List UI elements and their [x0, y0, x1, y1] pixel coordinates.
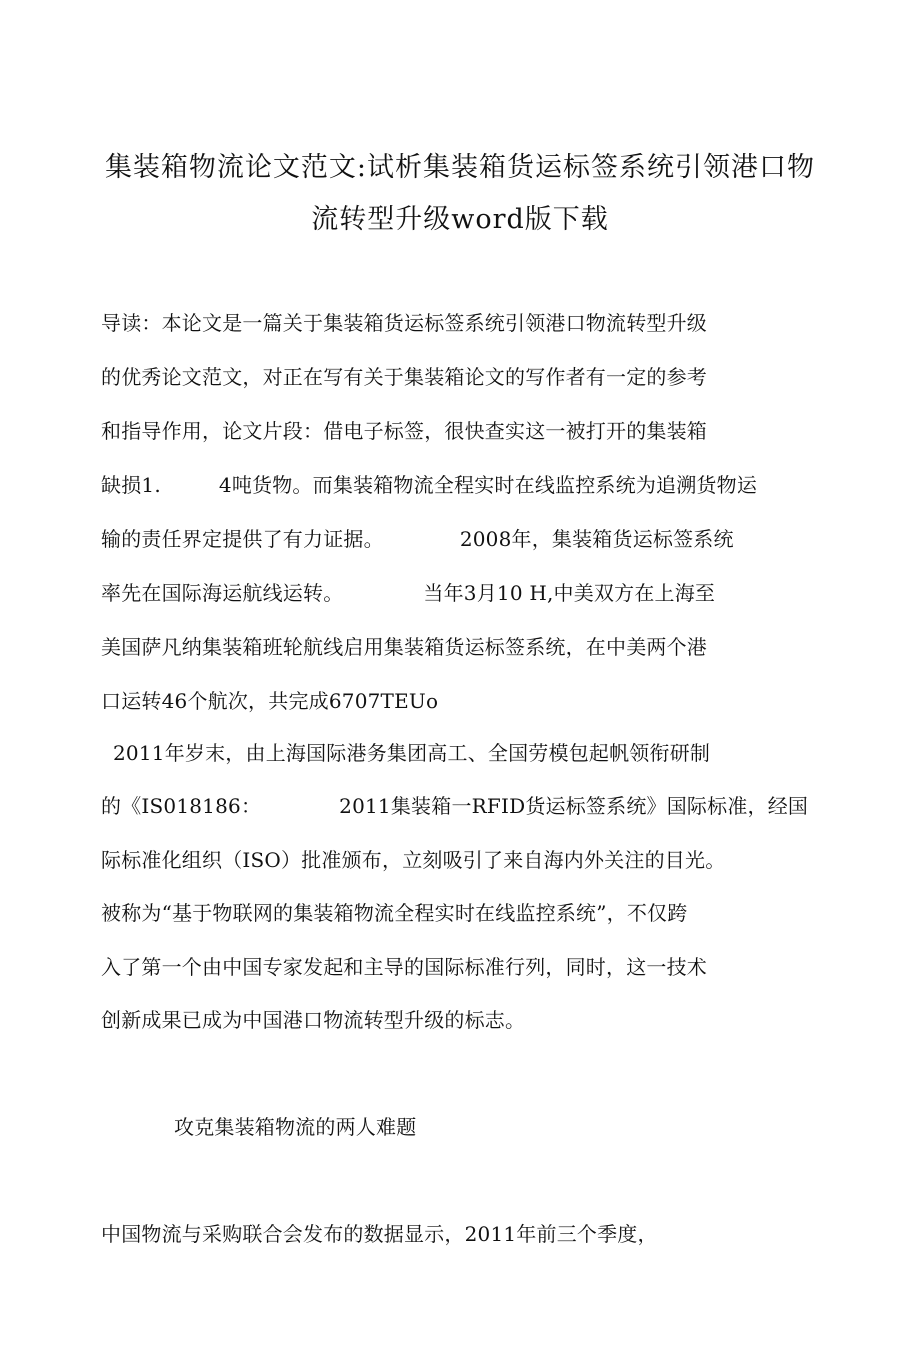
- intro-line-4: [101, 469, 757, 498]
- para2-line-2: [101, 790, 808, 819]
- intro-line-5-part-b: 2008年，集装箱货运标签系统: [459, 527, 734, 551]
- para2-line-3: 际标准化组织（ISO）批准颁布，立刻吸引了来自海内外关注的目光。: [101, 848, 726, 872]
- intro-line-6: [101, 577, 715, 606]
- document-title-line-2: 流转型升级word版下载: [311, 204, 609, 235]
- intro-line-4-part-a: 缺损1.: [101, 473, 161, 497]
- intro-line-5: [101, 523, 734, 552]
- para2-line-4: 被称为“基于物联网的集装箱物流全程实时在线监控系统”，不仅跨: [101, 901, 688, 925]
- intro-line-4-part-b: 4吨货物。而集装箱物流全程实时在线监控系统为追溯货物运: [218, 473, 758, 497]
- intro-line-5-part-a: 输的责任界定提供了有力证据。: [101, 527, 384, 551]
- para3-line-1: 中国物流与采购联合会发布的数据显示，2011年前三个季度，: [101, 1222, 658, 1246]
- intro-line-1: 导读：本论文是一篇关于集装箱货运标签系统引领港口物流转型升级: [101, 311, 707, 335]
- para2-line-5: 入了第一个由中国专家发起和主导的国际标准行列，同时，这一技术: [101, 955, 707, 979]
- para2-line-1: 2011年岁末，由上海国际港务集团高工、全国劳模包起帆领衔研制: [113, 741, 711, 765]
- para2-line-6: 创新成果已成为中国港口物流转型升级的标志。: [101, 1008, 526, 1032]
- para2-line-2-part-a: 的《IS018186：: [101, 794, 262, 818]
- intro-line-6-part-a: 率先在国际海运航线运转。: [101, 581, 344, 605]
- intro-line-8: 口运转46个航次，共完成6707TEUo: [101, 689, 439, 713]
- intro-line-3: 和指导作用，论文片段：借电子标签，很快查实这一被打开的集装箱: [101, 419, 707, 443]
- para2-line-2-part-b: 2011集装箱一RFID货运标签系统》国际标准，经国: [339, 794, 809, 818]
- intro-line-2: 的优秀论文范文，对正在写有关于集装箱论文的写作者有一定的参考: [101, 365, 707, 389]
- document-title-line-1: 集装箱物流论文范文:试析集装箱货运标签系统引领港口物: [104, 152, 816, 183]
- section-heading: 攻克集装箱物流的两人难题: [174, 1115, 417, 1139]
- intro-line-7: 美国萨凡纳集装箱班轮航线启用集装箱货运标签系统，在中美两个港: [101, 635, 707, 659]
- intro-line-6-part-b: 当年3月10 H,中美双方在上海至: [423, 581, 716, 605]
